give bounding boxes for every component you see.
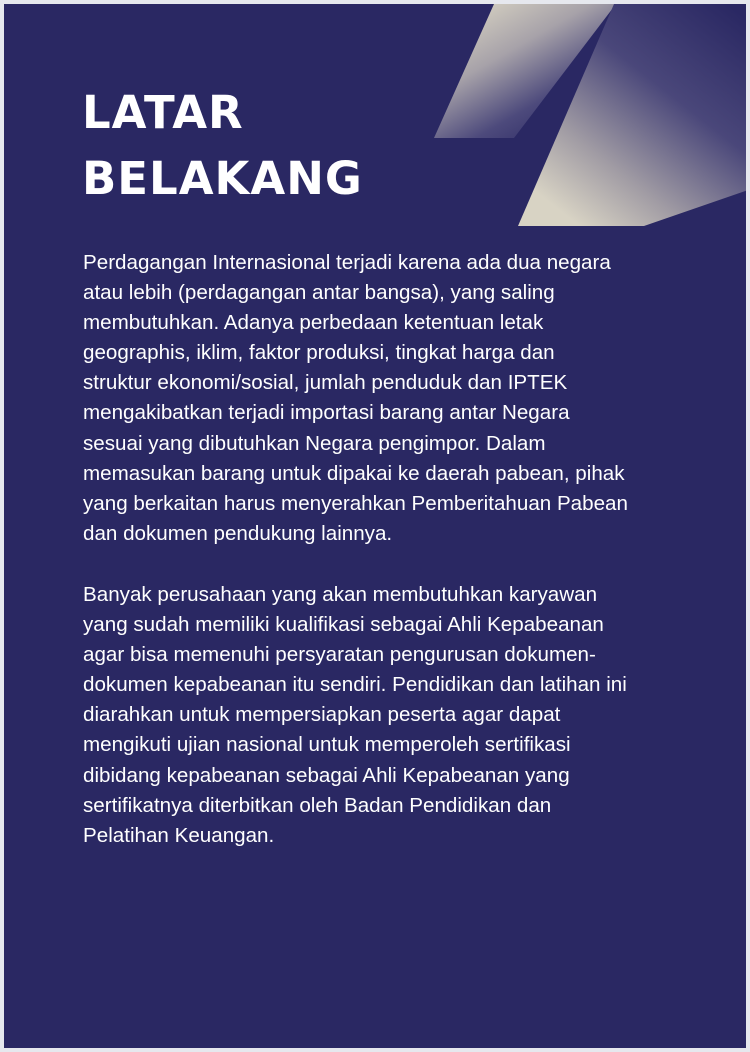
text-line: yang berkaitan harus menyerahkan Pemberitahuan Pabean xyxy=(83,491,628,515)
paragraph-1 xyxy=(83,248,703,549)
text-line: agar bisa memenuhi persyaratan pengurusan dokumen- xyxy=(83,643,596,667)
text-line: membutuhkan. Adanya perbedaan ketentuan letak xyxy=(83,311,544,335)
text-line: sertifikatnya diterbitkan oleh Badan Pendidikan dan xyxy=(83,793,552,817)
paragraph-2 xyxy=(83,580,703,851)
text-line: mengakibatkan terjadi importasi barang antar Negara xyxy=(83,401,570,425)
text-line: dibidang kepabeanan sebagai Ahli Kepabeanan yang xyxy=(83,763,570,787)
body-text xyxy=(83,248,703,851)
text-line: dokumen kepabeanan itu sendiri. Pendidikan dan latihan ini xyxy=(83,673,627,697)
text-line: struktur ekonomi/sosial, jumlah penduduk dan IPTEK xyxy=(83,371,568,395)
title-line-2: BELAKANG xyxy=(82,152,363,205)
text-line: geographis, iklim, faktor produksi, tingkat harga dan xyxy=(83,341,555,365)
text-line: sesuai yang dibutuhkan Negara pengimpor. Dalam xyxy=(83,431,546,455)
text-line: yang sudah memiliki kualifikasi sebagai Ahli Kepabeanan xyxy=(83,613,604,637)
text-line: memasukan barang untuk dipakai ke daerah pabean, pihak xyxy=(83,461,625,485)
text-line: Pelatihan Keuangan. xyxy=(83,823,275,847)
title-line-1: LATAR xyxy=(82,86,244,139)
text-line: atau lebih (perdagangan antar bangsa), yang saling xyxy=(83,281,555,305)
text-line: diarahkan untuk mempersiapkan peserta agar dapat xyxy=(83,703,561,727)
text-line: Banyak perusahaan yang akan membutuhkan karyawan xyxy=(83,582,598,606)
text-line: Perdagangan Internasional terjadi karena ada dua negara xyxy=(83,251,611,274)
text-line: dan dokumen pendukung lainnya. xyxy=(83,521,393,545)
text-line: mengikuti ujian nasional untuk memperoleh sertifikasi xyxy=(83,733,571,757)
page-title xyxy=(82,80,363,212)
